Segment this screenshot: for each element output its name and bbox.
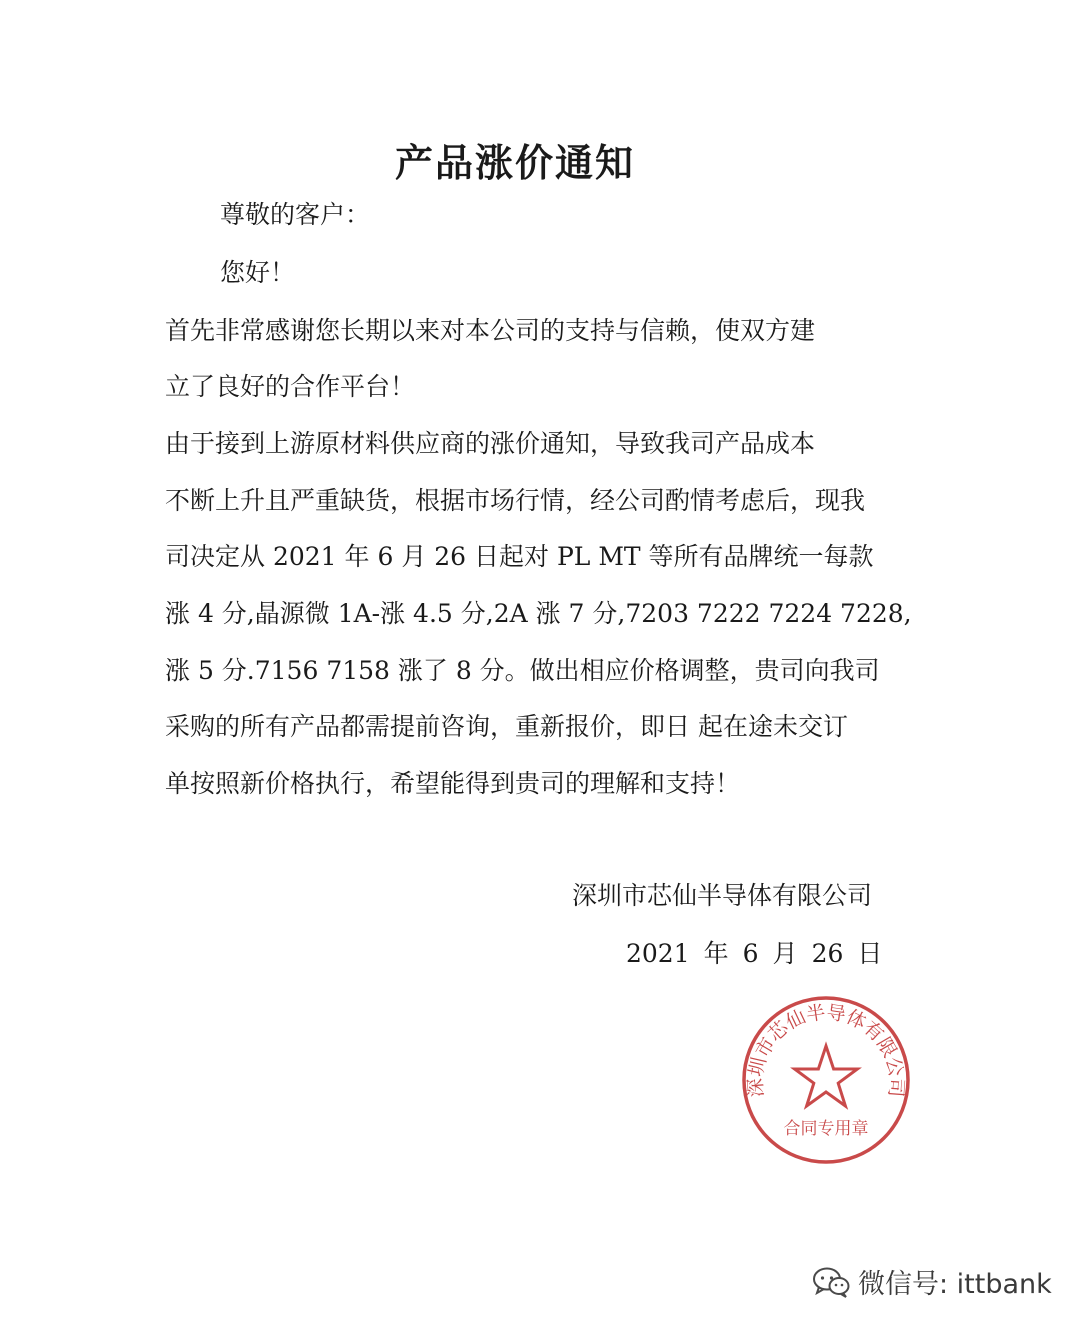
date-day-unit: 日: [857, 939, 883, 968]
company-signature: 深圳市芯仙半导体有限公司: [572, 881, 873, 910]
date-month-unit: 月: [772, 939, 798, 968]
seal-inner-text: 合同专用章: [783, 1119, 869, 1139]
notice-date: [626, 934, 896, 970]
seal-outer-text: 深圳市芯仙半导体有限公司: [744, 1001, 908, 1098]
greeting: 您好！: [220, 258, 296, 287]
body-line: 立了良好的合作平台！: [165, 372, 416, 401]
body-line: 司决定从 2021 年 6 月 26 日起对 PL MT 等所有品牌统一每款: [165, 542, 874, 571]
wechat-icon: [812, 1266, 850, 1298]
body-line: 涨 5 分.7156 7158 涨了 8 分。做出相应价格调整，贵司向我司: [165, 656, 880, 685]
notice-title: 产品涨价通知: [394, 141, 635, 185]
body-line: 首先非常感谢您长期以来对本公司的支持与信赖，使双方建: [165, 316, 816, 345]
watermark-text: 微信号: ittbank: [858, 1269, 1052, 1300]
body-line: 采购的所有产品都需提前咨询，重新报价，即日 起在途未交订: [165, 712, 848, 741]
date-day: 26: [811, 939, 844, 968]
body-line: 单按照新价格执行，希望能得到贵司的理解和支持！: [165, 769, 741, 798]
date-month: 6: [742, 939, 759, 968]
company-seal-stamp: [738, 992, 914, 1168]
date-year-unit: 年: [703, 939, 729, 968]
body-line: 不断上升且严重缺货，根据市场行情，经公司酌情考虑后，现我: [165, 486, 866, 515]
salutation: 尊敬的客户：: [220, 200, 371, 229]
seal-star-icon: [795, 1046, 858, 1106]
body-line: 由于接到上游原材料供应商的涨价通知，导致我司产品成本: [165, 429, 816, 458]
body-line: 涨 4 分,晶源微 1A-涨 4.5 分,2A 涨 7 分,7203 7222 7224 7228,: [165, 599, 912, 628]
wechat-watermark: [812, 1262, 1052, 1301]
date-year: 2021: [626, 939, 690, 968]
